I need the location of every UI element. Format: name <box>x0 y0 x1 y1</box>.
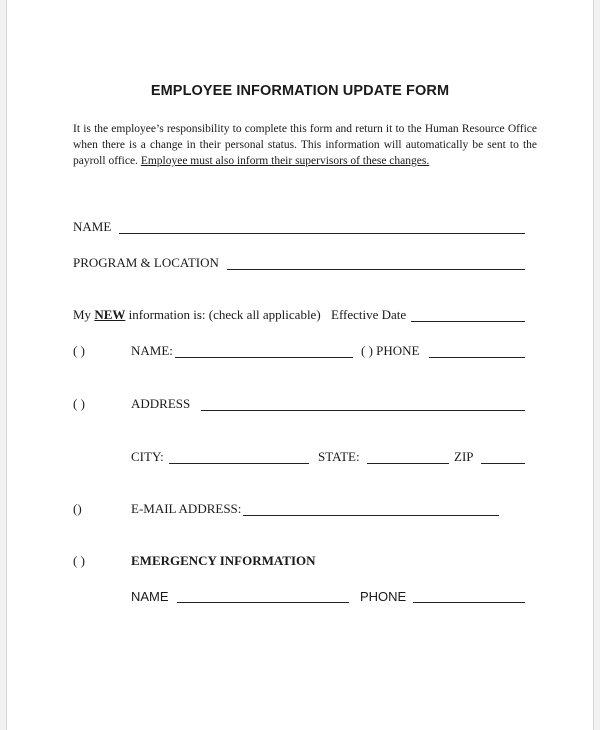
city-label: CITY: <box>131 449 164 464</box>
state-label: STATE: <box>318 449 360 464</box>
emergency-name-field[interactable] <box>177 591 349 603</box>
effective-date-field[interactable] <box>411 310 525 322</box>
address-checkbox[interactable]: ( ) <box>73 396 85 411</box>
phone-field[interactable] <box>429 346 525 358</box>
name-change-checkbox[interactable]: ( ) <box>73 343 85 358</box>
emergency-phone-label: PHONE <box>360 589 407 604</box>
new-info-suffix: information is: (check all applicable) <box>128 307 321 322</box>
phone-checkbox-label[interactable]: ( ) PHONE <box>361 343 420 358</box>
emergency-name-label: NAME <box>131 589 169 604</box>
new-info-intro <box>73 307 321 323</box>
zip-field[interactable] <box>481 452 525 464</box>
emergency-checkbox[interactable]: ( ) <box>73 553 85 568</box>
intro-paragraph <box>73 121 537 169</box>
email-checkbox[interactable]: () <box>73 501 82 516</box>
emergency-phone-field[interactable] <box>413 591 525 603</box>
city-field[interactable] <box>169 452 309 464</box>
intro-text: It is the employee’s responsibility to complete this form and return it to the Human Resource Office when there is a change in their personal status. This information will automatically be sent to the payroll office. <box>73 123 537 167</box>
intro-underlined-text: Employee must also inform their supervisors of these changes. <box>140 155 430 167</box>
program-location-label: PROGRAM & LOCATION <box>73 255 219 270</box>
new-info-emphasis: NEW <box>94 307 126 322</box>
name-label: NAME <box>73 219 112 234</box>
new-info-prefix: My <box>73 307 92 322</box>
email-field[interactable] <box>243 504 499 516</box>
new-name-label: NAME: <box>131 343 173 358</box>
name-field[interactable] <box>119 222 525 234</box>
new-name-field[interactable] <box>175 346 353 358</box>
zip-label: ZIP <box>454 449 474 464</box>
form-page <box>6 0 594 730</box>
state-field[interactable] <box>367 452 449 464</box>
form-title: EMPLOYEE INFORMATION UPDATE FORM <box>150 83 450 99</box>
effective-date-label: Effective Date <box>331 307 407 322</box>
address-field[interactable] <box>201 399 525 411</box>
emergency-label: EMERGENCY INFORMATION <box>131 553 316 568</box>
program-location-field[interactable] <box>227 258 525 270</box>
address-label: ADDRESS <box>131 396 191 411</box>
email-label: E-MAIL ADDRESS: <box>131 501 242 516</box>
